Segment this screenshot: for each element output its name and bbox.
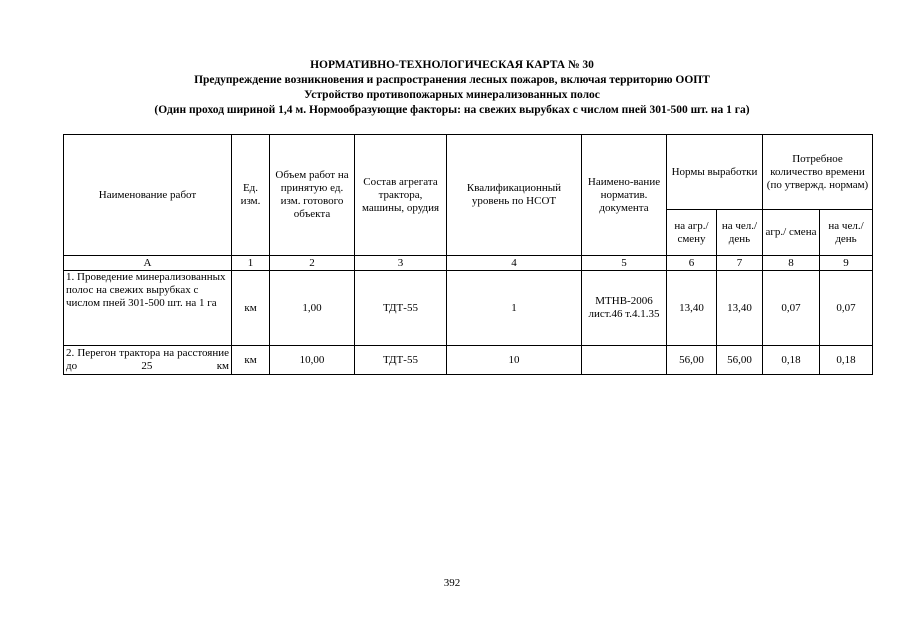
- row-norm-agr: 13,40: [667, 271, 717, 346]
- row-qualification: 10: [447, 346, 582, 375]
- row-need-agr: 0,07: [763, 271, 820, 346]
- row-need-agr: 0,18: [763, 346, 820, 375]
- col-num: 4: [447, 256, 582, 271]
- row-need-chel: 0,18: [820, 346, 873, 375]
- col-num: 3: [355, 256, 447, 271]
- row-norm-agr: 56,00: [667, 346, 717, 375]
- table-row: [64, 271, 873, 346]
- header-qualification: Квалификационный уровень по НСОТ: [447, 135, 582, 256]
- row-norm-chel: 13,40: [717, 271, 763, 346]
- page-number: 392: [443, 577, 461, 589]
- header-need-agr: агр./ смена: [763, 210, 820, 256]
- col-num: 6: [667, 256, 717, 271]
- row-qualification: 1: [447, 271, 582, 346]
- col-num: 2: [270, 256, 355, 271]
- header-row: [64, 135, 873, 210]
- col-num: 9: [820, 256, 873, 271]
- header-need-chel: на чел./ день: [820, 210, 873, 256]
- row-name: 1. Проведение минерализованных полос на свежих вырубках с числом пней 301-500 шт. на 1 га: [64, 271, 232, 346]
- col-num: А: [64, 256, 232, 271]
- header-unit: Ед. изм.: [232, 135, 270, 256]
- card-work-type: Устройство противопожарных минерализованных полос: [304, 89, 600, 101]
- col-num: 8: [763, 256, 820, 271]
- row-volume: 1,00: [270, 271, 355, 346]
- col-num: 1: [232, 256, 270, 271]
- norms-table: [63, 134, 873, 375]
- row-unit-composition: ТДТ-55: [355, 346, 447, 375]
- col-num: 5: [582, 256, 667, 271]
- table-row: [64, 346, 873, 375]
- header-name: Наименование работ: [64, 135, 232, 256]
- row-unit-composition: ТДТ-55: [355, 271, 447, 346]
- row-document: [582, 346, 667, 375]
- header-norms-agr: на агр./ смену: [667, 210, 717, 256]
- col-num: 7: [717, 256, 763, 271]
- header-unit-composition: Состав агрегата трактора, машины, орудия: [355, 135, 447, 256]
- header-document: Наимено-вание норматив. документа: [582, 135, 667, 256]
- header-norms: Нормы выработки: [667, 135, 763, 210]
- card-conditions: (Один проход шириной 1,4 м. Нормообразующие факторы: на свежих вырубках с числом пней 301-500 шт. на 1 га): [154, 104, 750, 116]
- header-norms-chel: на чел./ день: [717, 210, 763, 256]
- row-document: МТНВ-2006 лист.46 т.4.1.35: [582, 271, 667, 346]
- document-header: [0, 58, 904, 118]
- row-name: 2. Перегон трактора на расстояние до 25 км: [64, 346, 232, 375]
- row-norm-chel: 56,00: [717, 346, 763, 375]
- row-unit: км: [232, 346, 270, 375]
- row-need-chel: 0,07: [820, 271, 873, 346]
- column-number-row: [64, 256, 873, 271]
- header-volume: Объем работ на принятую ед. изм. готового объекта: [270, 135, 355, 256]
- card-title: НОРМАТИВНО-ТЕХНОЛОГИЧЕСКАЯ КАРТА № 30: [310, 59, 594, 71]
- header-need: Потребное количество времени (по утвержд. нормам): [763, 135, 873, 210]
- card-subtitle: Предупреждение возникновения и распространения лесных пожаров, включая территорию ООПТ: [194, 74, 710, 86]
- row-volume: 10,00: [270, 346, 355, 375]
- row-unit: км: [232, 271, 270, 346]
